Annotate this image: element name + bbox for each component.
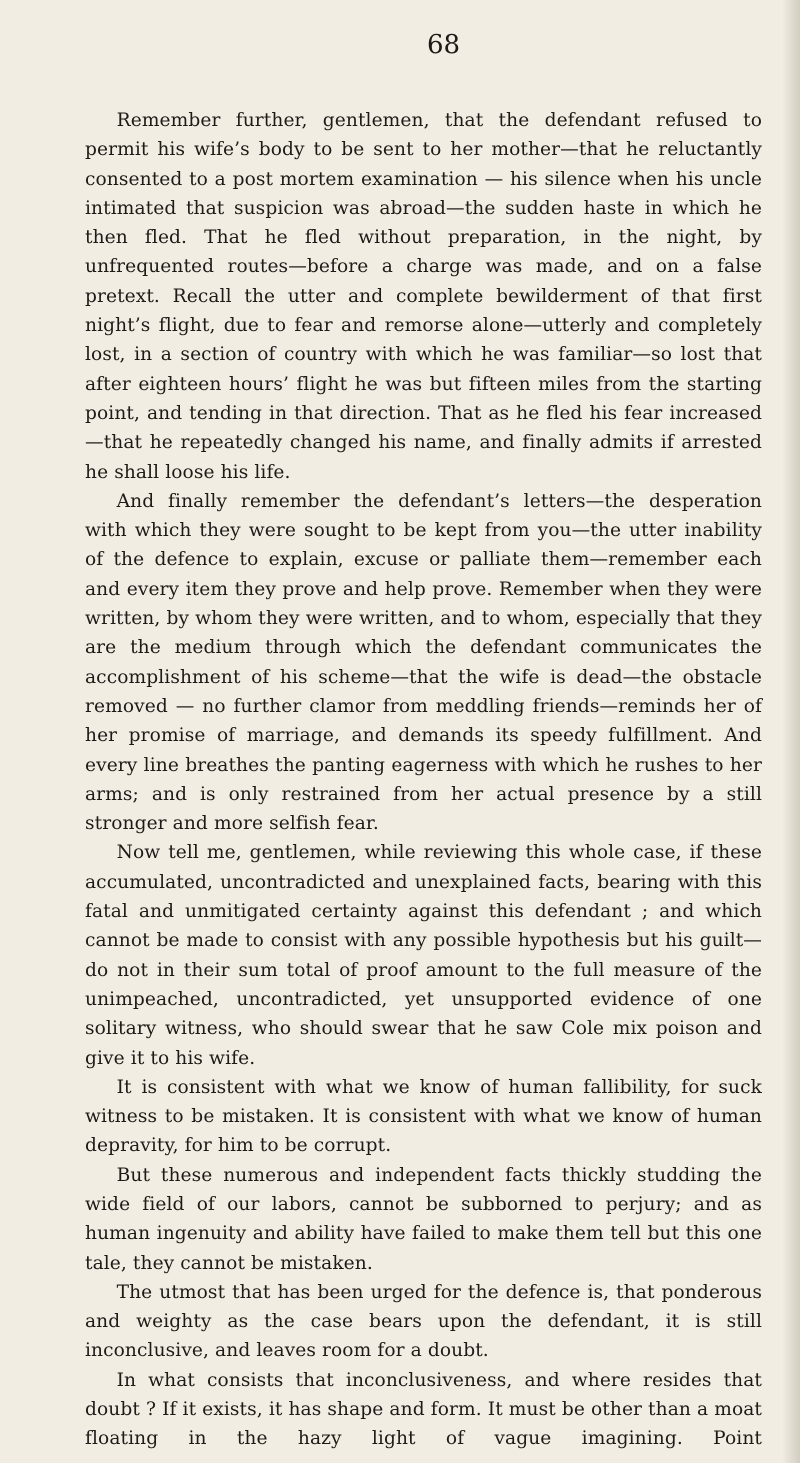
paragraph: It is consistent with what we know of human fallibility, for suck witness to be mistaken. It is consistent with what we know of human depravity, for him to be corrupt.: [85, 1076, 762, 1157]
page-edge-shadow: [782, 0, 800, 1463]
body-text: [85, 106, 762, 1454]
paragraph: But these numerous and independent facts thickly studding the wide field of our labors, cannot be subborned to perjury; and as human ingenuity and ability have failed to make them tell but this one tale, they cannot be mistaken.: [85, 1164, 762, 1274]
paragraph: In what consists that inconclusiveness, and where resides that doubt ? If it exists, it has shape and form. It must be other than a moat floating in the hazy light of vague imagining. Point: [85, 1369, 762, 1450]
paragraph: And finally remember the defendant’s letters—the desperation with which they were sought to be kept from you—the utter inability of the defence to explain, excuse or palliate them—remember each and every item they prove and help prove. Remember when they were written, by whom they were written, and to whom, especially that they are the medium through which the defendant communicates the accomplishment of his scheme—that the wife is dead—the obstacle removed — no further clamor from meddling friends—reminds her of her promise of marriage, and demands its speedy fulfillment. And every line breathes the panting eagerness with which he rushes to her arms; and is only restrained from her actual presence by a still stronger and more selfish fear.: [85, 490, 762, 835]
paragraph: Now tell me, gentlemen, while reviewing this whole case, if these accumulated, uncontradicted and unexplained facts, bearing with this fatal and unmitigated certainty against this defendant ; and which cannot be made to consist with any possible hypothesis but his guilt—do not in their sum total of proof amount to the full measure of the unimpeached, uncontradicted, yet unsupported evidence of one solitary witness, who should swear that he saw Cole mix poison and give it to his wife.: [85, 842, 762, 1069]
page-number: 68: [426, 30, 461, 60]
paragraph: Remember further, gentlemen, that the defendant refused to permit his wife’s body to be sent to her mother—that he reluctantly consented to a post mortem examination — his silence when his uncle intimated that suspicion was abroad—the sudden haste in which he then fled. That he fled without preparation, in the night, by unfrequented routes—before a charge was made, and on a false pretext. Recall the utter and complete bewilderment of that first night’s flight, due to fear and remorse alone—utterly and completely lost, in a section of country with which he was familiar—so lost that after eighteen hours’ flight he was but fifteen miles from the starting point, and tending in that direction. That as he fled his fear increased—that he repeatedly changed his name, and finally admits if arrested he shall loose his life.: [85, 110, 762, 483]
paragraph: The utmost that has been urged for the defence is, that ponderous and weighty as the case bears upon the defendant, it is still inconclusive, and leaves room for a doubt.: [85, 1281, 762, 1362]
